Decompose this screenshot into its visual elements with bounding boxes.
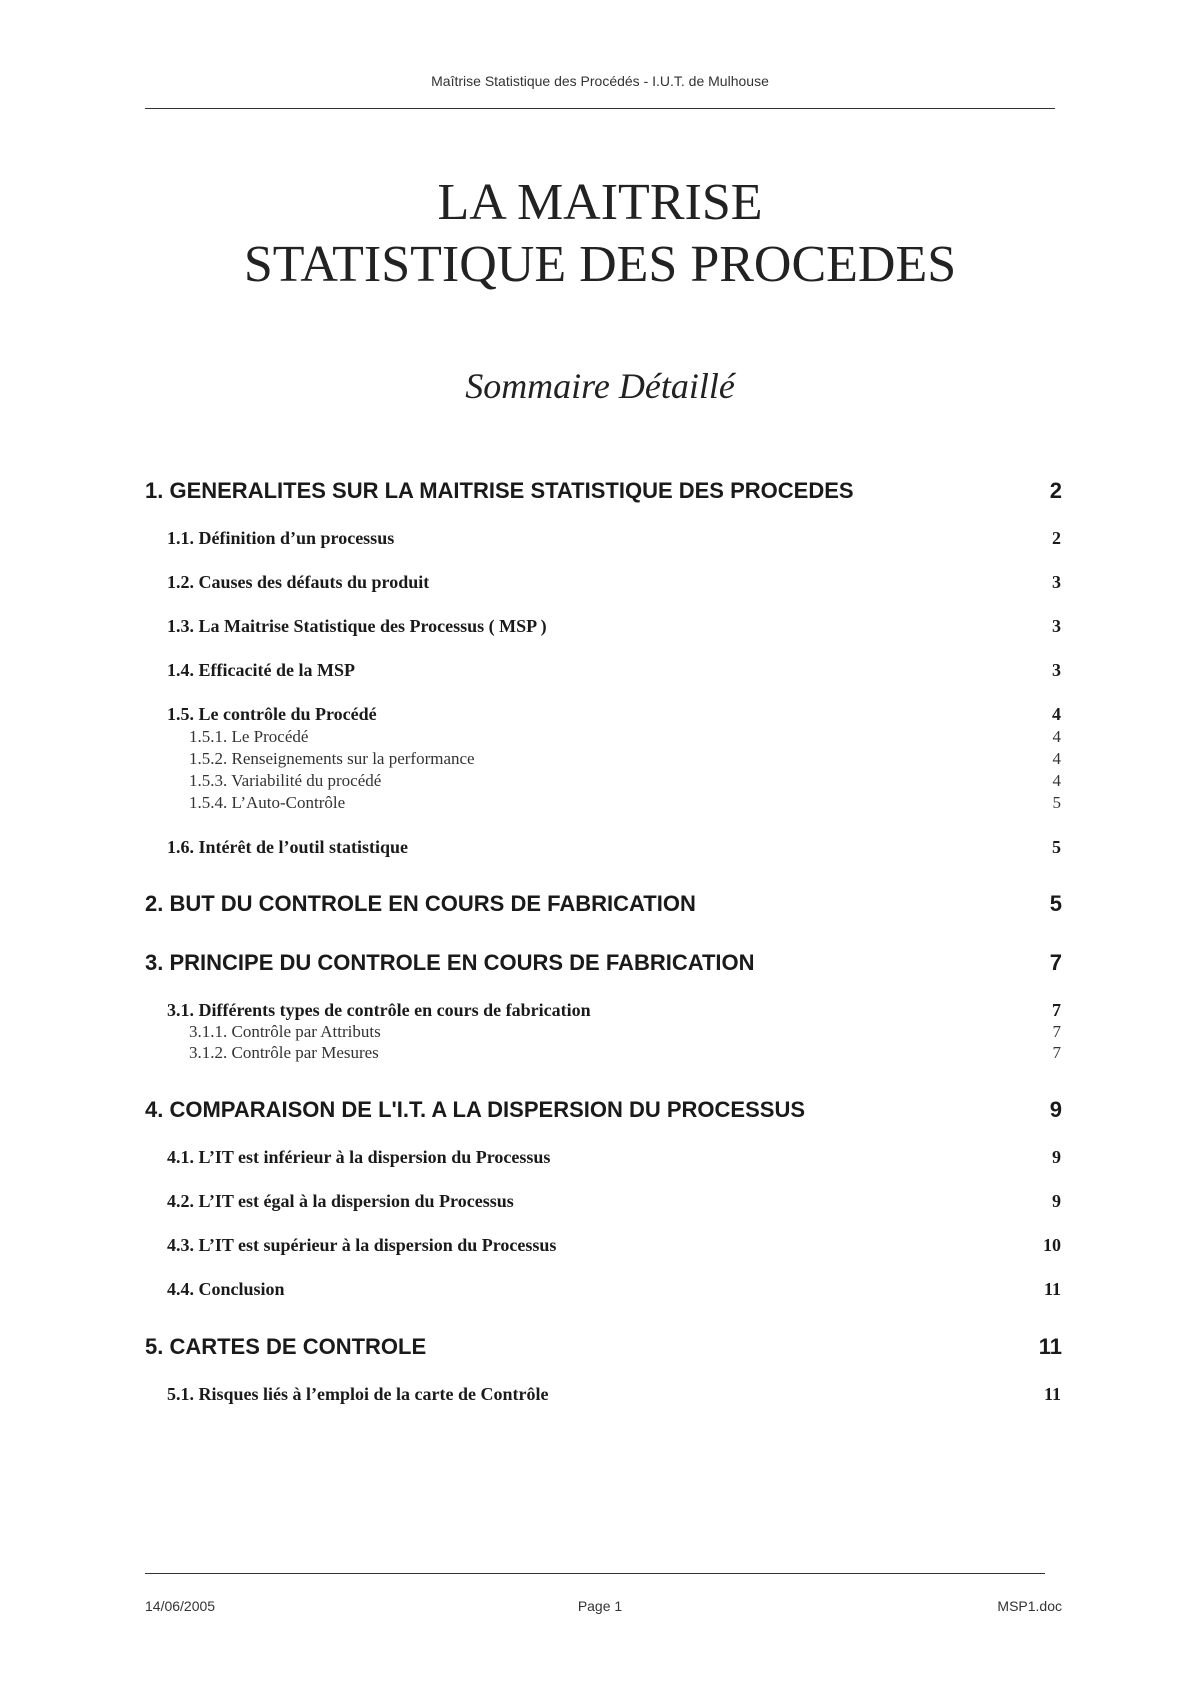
toc-entry-level-1[interactable] [0,1334,1200,1360]
toc-entry-level-2[interactable] [0,1384,1200,1405]
footer-filename: MSP1.doc [997,1598,1062,1614]
toc-entry-page: 11 [1038,1334,1062,1359]
toc-entry-title: 1.3. La Maitrise Statistique des Processus ( MSP ) [167,616,547,636]
toc-entry-title: 1.5.4. L’Auto-Contrôle [189,793,346,812]
toc-entry-level-2[interactable] [0,616,1200,637]
footer-rule [145,1573,1045,1574]
title-line-2: STATISTIQUE DES PROCEDES [243,236,957,293]
running-header: Maîtrise Statistique des Procédés - I.U.T. de Mulhouse [431,73,769,89]
toc-entry-page: 9 [1052,1147,1061,1167]
toc-entry-level-2[interactable] [0,528,1200,549]
toc-entry-title: 2. BUT DU CONTROLE EN COURS DE FABRICATION [145,891,696,916]
toc-entry-level-2[interactable] [0,1147,1200,1168]
toc-entry-title: 4.3. L’IT est supérieur à la dispersion du Processus [167,1235,557,1255]
toc-entry-title: 1.2. Causes des défauts du produit [167,572,430,592]
toc-entry-page: 7 [1049,950,1062,975]
toc-entry-level-2[interactable] [0,572,1200,593]
toc-entry-page: 10 [1043,1235,1061,1255]
toc-entry-page: 5 [1052,793,1061,812]
toc-entry-page: 9 [1049,1097,1062,1122]
toc-entry-page: 3 [1052,660,1061,680]
footer-date: 14/06/2005 [145,1598,216,1614]
toc-entry-level-3[interactable] [0,1043,1200,1063]
toc-entry-level-2[interactable] [0,1000,1200,1021]
toc-entry-title: 1.5. Le contrôle du Procédé [167,704,377,724]
toc-entry-page: 4 [1052,704,1061,724]
toc-entry-level-3[interactable] [0,1022,1200,1042]
toc-entry-level-3[interactable] [0,771,1200,791]
toc-entry-page: 4 [1052,749,1061,768]
header-rule [145,108,1055,109]
title-line-1: LA MAITRISE [437,174,763,231]
toc-entry-title: 1.5.2. Renseignements sur la performance [189,749,475,768]
toc-entry-title: 3. PRINCIPE DU CONTROLE EN COURS DE FABRICATION [145,950,755,975]
toc-entry-level-1[interactable] [0,1097,1200,1123]
toc-entry-level-1[interactable] [0,950,1200,976]
toc-entry-page: 11 [1043,1384,1061,1404]
toc-entry-title: 5. CARTES DE CONTROLE [145,1334,427,1359]
toc-entry-title: 1.6. Intérêt de l’outil statistique [167,837,408,857]
toc-entry-level-3[interactable] [0,727,1200,747]
toc-entry-level-2[interactable] [0,837,1200,858]
toc-entry-title: 4. COMPARAISON DE L'I.T. A LA DISPERSION DU PROCESSUS [145,1097,806,1122]
toc-entry-level-1[interactable] [0,478,1200,504]
toc-entry-level-2[interactable] [0,704,1200,725]
toc-entry-title: 3.1.1. Contrôle par Attributs [189,1022,381,1041]
toc-entry-title: 4.2. L’IT est égal à la dispersion du Processus [167,1191,514,1211]
toc-entry-level-3[interactable] [0,793,1200,813]
toc-entry-page: 3 [1052,572,1061,592]
toc-entry-level-2[interactable] [0,660,1200,681]
toc-entry-page: 7 [1052,1043,1061,1062]
toc-entry-title: 1. GENERALITES SUR LA MAITRISE STATISTIQUE DES PROCEDES [145,478,854,503]
toc-entry-level-3[interactable] [0,749,1200,769]
toc-entry-title: 4.4. Conclusion [167,1279,285,1299]
document-title [0,172,1200,296]
toc-entry-title: 3.1. Différents types de contrôle en cours de fabrication [167,1000,591,1020]
toc-entry-page: 4 [1052,771,1061,790]
toc-entry-page: 4 [1052,727,1061,746]
document-subtitle: Sommaire Détaillé [465,366,735,406]
toc-entry-page: 2 [1049,478,1062,503]
toc-entry-title: 1.1. Définition d’un processus [167,528,395,548]
toc-entry-page: 3 [1052,616,1061,636]
toc-entry-page: 9 [1052,1191,1061,1211]
toc-entry-level-2[interactable] [0,1279,1200,1300]
toc-entry-title: 1.4. Efficacité de la MSP [167,660,355,680]
toc-entry-title: 3.1.2. Contrôle par Mesures [189,1043,379,1062]
toc-entry-page: 5 [1052,837,1061,857]
toc-entry-page: 7 [1052,1022,1061,1041]
toc-entry-page: 2 [1052,528,1061,548]
toc-entry-title: 4.1. L’IT est inférieur à la dispersion du Processus [167,1147,551,1167]
toc-entry-page: 5 [1049,891,1062,916]
toc-entry-title: 5.1. Risques liés à l’emploi de la carte de Contrôle [167,1384,549,1404]
toc-entry-title: 1.5.3. Variabilité du procédé [189,771,382,790]
toc-entry-level-1[interactable] [0,891,1200,917]
toc-entry-page: 11 [1043,1279,1061,1299]
toc-entry-title: 1.5.1. Le Procédé [189,727,309,746]
toc-entry-level-2[interactable] [0,1191,1200,1212]
toc-entry-level-2[interactable] [0,1235,1200,1256]
toc-entry-page: 7 [1052,1000,1061,1020]
footer-page-number: Page 1 [577,1598,623,1614]
